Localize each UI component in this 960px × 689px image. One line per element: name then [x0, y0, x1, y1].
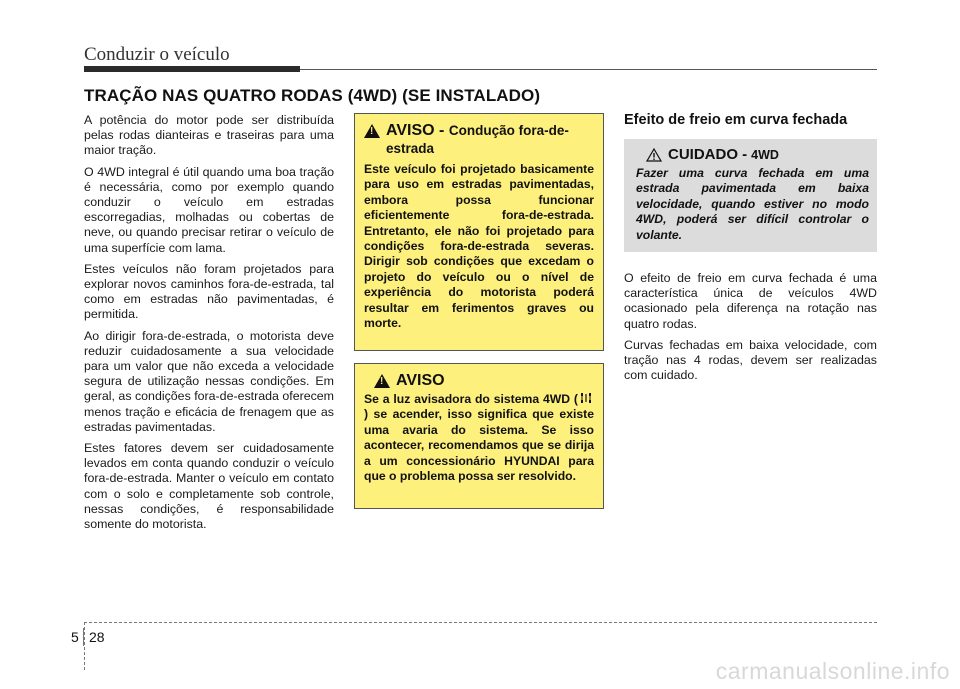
intro-column [84, 113, 334, 538]
footer-rule [84, 622, 877, 623]
warning-header [364, 122, 594, 158]
caution-header [636, 146, 869, 163]
caution-triangle-icon [646, 148, 662, 162]
page-number: 28 [89, 629, 105, 645]
footer-tick [84, 622, 86, 670]
paragraph: Curvas fechadas em baixa velocidade, com tração nas 4 rodas, devem ser realizadas com cuidado. [624, 337, 877, 383]
caution-box [624, 139, 877, 252]
warning-body-end: ) se acender, isso significa que existe uma avaria do sistema. Se isso acontecer, recomendamos que se dirija a um concessionário HYUNDAI para que o problema possa ser resolvido. [364, 407, 594, 484]
warning-box-4wd-lamp [354, 363, 604, 509]
caution-body: Fazer uma curva fechada em uma estrada pavimentada em baixa velocidade, quando estiver no modo 4WD, poderá ser difícil controlar o volante. [636, 166, 869, 242]
page-divider [83, 628, 84, 646]
paragraph: O 4WD integral é útil quando uma boa tração é necessária, como por exemplo quando conduzir o veículo em estradas escorregadias, molhadas ou cobertas de neve, ou quando precisar retirar o veículo de uma superfície com lama. [84, 164, 334, 255]
section-title: TRAÇÃO NAS QUATRO RODAS (4WD) (SE INSTALADO) [84, 86, 541, 105]
chapter-number: 5 [71, 629, 79, 645]
warning-triangle-icon [364, 124, 380, 138]
paragraph: Estes fatores devem ser cuidadosamente levados em conta quando conduzir o veículo fora-de-estrada. Manter o veículo em contato com o solo e completamente sob controle, nessas condições, é responsabilidade somente do motorista. [84, 441, 334, 532]
4wd-warning-lamp-icon [580, 392, 592, 404]
caution-subtitle: 4WD [751, 147, 779, 162]
watermark: carmanualsonline.info [715, 658, 950, 684]
paragraph: Estes veículos não foram projetados para explorar novos caminhos fora-de-estrada, tal como em estradas não pavimentadas, é permitida. [84, 261, 334, 322]
paragraph: Ao dirigir fora-de-estrada, o motorista deve reduzir cuidadosamente a sua velocidade para um valor que não exceda a velocidade segura de utilização nessas condições. Em geral, as condições fora-de-estrada oferecem menos tração e eficácia de frenagem que as estradas pavimentadas. [84, 328, 335, 434]
warning-subtitle: Condução fora-de-estrada [386, 123, 569, 156]
chapter-title: Conduzir o veículo [84, 44, 230, 65]
paragraph: A potência do motor pode ser distribuída pelas rodas dianteiras e traseiras para uma maior tração. [84, 113, 334, 158]
header-rule-thick [84, 66, 300, 72]
warning-body-start: Se a luz avisadora do sistema 4WD ( [364, 392, 578, 406]
warning-triangle-icon [374, 374, 390, 388]
warning-body [364, 392, 594, 484]
subsection-title: Efeito de freio em curva fechada [624, 112, 848, 128]
column3-text [624, 271, 877, 389]
header-rule-thin [300, 69, 877, 70]
warning-box-offroad [354, 113, 604, 351]
paragraph: O efeito de freio em curva fechada é uma característica única de veículos 4WD ocasionado pela diferença na rotação nas quatro rodas. [624, 271, 877, 331]
warning-header [364, 372, 594, 390]
caution-word: CUIDADO - [668, 146, 748, 163]
warning-word: AVISO - [386, 122, 445, 139]
warning-body: Este veículo foi projetado basicamente para uso em estradas pavimentadas, embora possa funcionar eficientemente fora-de-estrada. Entretanto, ele não foi projetado para condições fora-de-estrada severas. Dirigir sob condições que excedam o projeto do veículo ou o nível de experiência do motorista poderá resultar em ferimentos graves ou morte. [364, 162, 594, 331]
warning-word: AVISO [396, 372, 445, 389]
